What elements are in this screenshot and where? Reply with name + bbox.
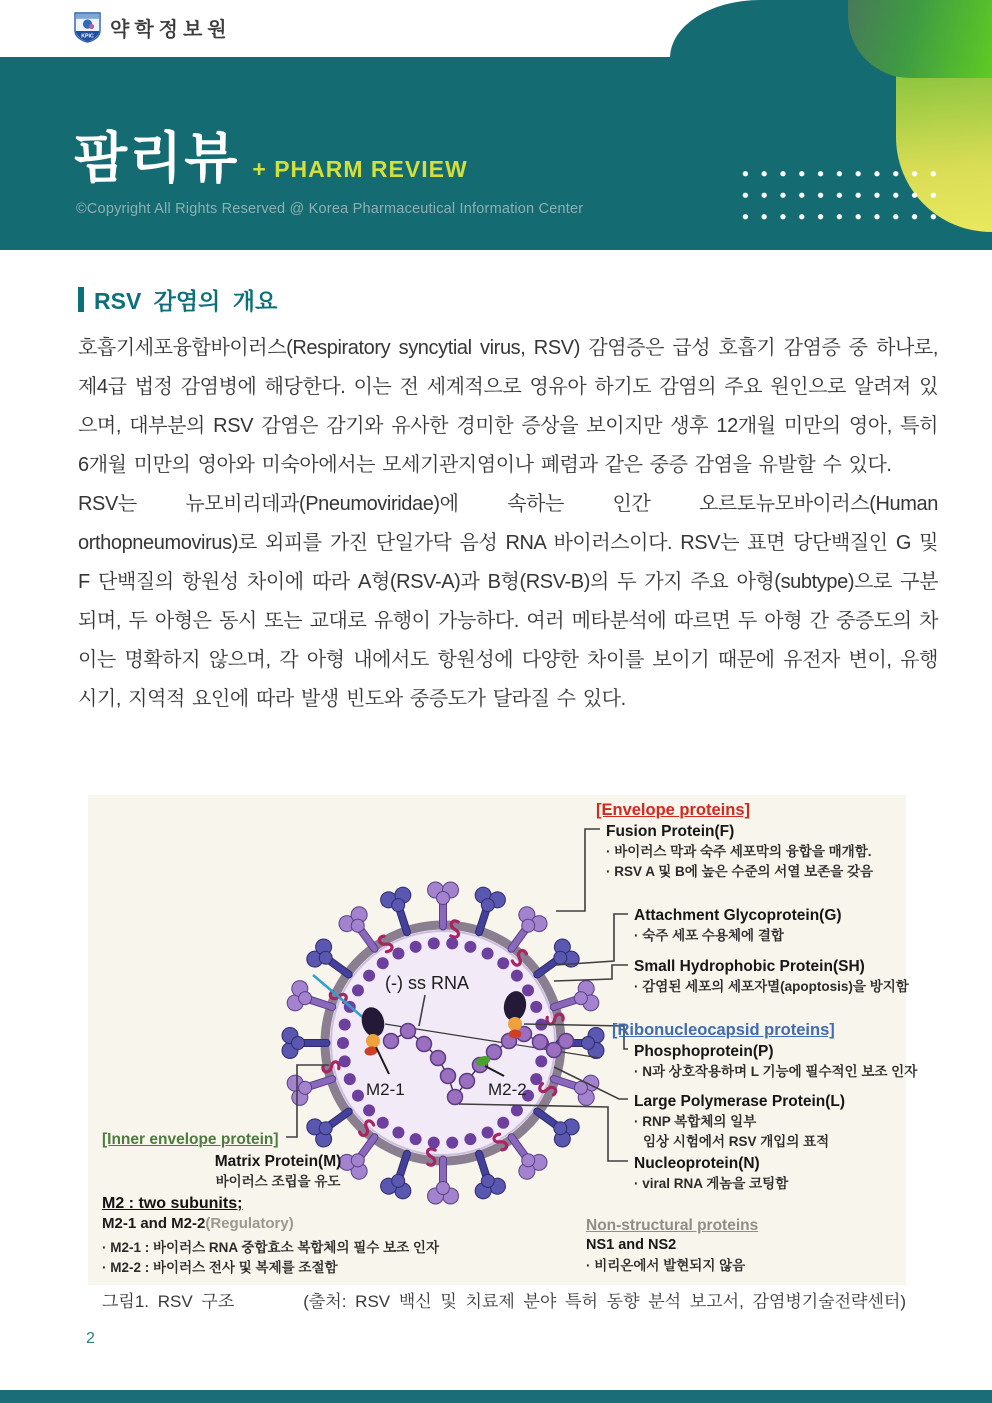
fusion-protein-title: Fusion Protein(F)	[606, 823, 735, 840]
m2-subtitle	[102, 1215, 439, 1232]
brand-title-english: + PHARM REVIEW	[252, 156, 468, 182]
section-heading	[78, 283, 938, 316]
m2-subunits-block	[102, 1195, 439, 1277]
nucleoprotein-line-1: · viral RNA 게놈을 코팅함	[634, 1176, 789, 1191]
figure-source: (출처: RSV 백신 및 치료제 분야 특허 동향 분석 보고서, 감염병기술전략센터)	[303, 1292, 906, 1311]
attachment-glycoprotein-block	[634, 905, 842, 946]
attachment-line-1: · 숙주 세포 수용체에 결합	[634, 928, 784, 943]
phosphoprotein-title: Phosphoprotein(P)	[634, 1043, 774, 1060]
phosphoprotein-line-1: · N과 상호작용하며 L 기능에 필수적인 보조 인자	[634, 1064, 918, 1079]
envelope-proteins-header: [Envelope proteins]	[596, 801, 751, 819]
m2-1-label: M2-1	[366, 1080, 405, 1099]
phosphoprotein-block	[634, 1041, 917, 1082]
large-polymerase-line-2: 임상 시험에서 RSV 개입의 표적	[643, 1133, 830, 1149]
kpic-logo	[74, 12, 232, 43]
figure-caption: 그림1. RSV 구조	[102, 1292, 235, 1311]
paragraph-2: RSV는 뉴모비리데과(Pneumoviridae)에 속하는 인간 오르토뉴모바이러스(Human orthopneumovirus)로 외피를 가진 단일가닥 음성 RNA 바이러스이다. RSV는 표면 당단백질인 G 및 F 단백질의 항원성 차이에 따라 A형(RSV-A)과 B형(RSV-B)의 두 가지 주요 아형(subtype)으로 구분되며, 두 아형은 동시 또는 교대로 유행이 가능하다. 여러 메타분석에 따르면 두 아형 간 중증도의 차이는 명확하지 않으며, 각 아형 내에서도 항원성에 다양한 차이를 보이기 때문에 유전자 변이, 유행 시기, 지역적 요인에 따라 발생 빈도와 중증도가 달라질 수 있다.	[78, 493, 938, 710]
footer-bar	[0, 1390, 992, 1403]
nucleoprotein-block	[634, 1153, 788, 1194]
attachment-title: Attachment Glycoprotein(G)	[634, 907, 842, 924]
fusion-protein-block	[606, 821, 873, 881]
large-polymerase-line-1: · RNP 복합체의 일부	[634, 1114, 757, 1129]
fusion-line-1: · 바이러스 막과 숙주 세포막의 융합을 매개함.	[606, 844, 872, 859]
ns-line-1: · 비리온에서 발현되지 않음	[586, 1258, 746, 1273]
matrix-protein-block	[188, 1151, 368, 1192]
kpic-badge-text: KPIC	[81, 33, 94, 40]
large-polymerase-title: Large Polymerase Protein(L)	[634, 1093, 846, 1110]
m2-subtitle-gray: (Regulatory)	[205, 1215, 294, 1232]
rsv-structure-figure	[88, 795, 918, 1285]
figure-caption-row	[88, 1287, 906, 1312]
main-content	[78, 283, 938, 719]
section-title: RSV 감염의 개요	[94, 288, 278, 314]
copyright-text: ©Copyright All Rights Reserved @ Korea Pharmaceutical Information Center	[76, 201, 584, 217]
logo-text: 약학정보원	[110, 19, 232, 41]
sh-line-1: · 감염된 세포의 세포자멸(apoptosis)을 방지함	[634, 979, 909, 994]
kpic-shield-icon	[74, 12, 101, 43]
phosphoprotein-dot-right	[508, 1017, 522, 1031]
rna-label: (-) ss RNA	[385, 973, 469, 993]
brand-title	[74, 127, 468, 189]
nucleoprotein-title: Nucleoprotein(N)	[634, 1155, 760, 1172]
m2-header: M2 : two subunits;	[102, 1195, 243, 1212]
m2-2-label: M2-2	[488, 1080, 527, 1099]
nonstructural-block	[586, 1217, 758, 1276]
matrix-protein-title: Matrix Protein(M)	[214, 1153, 342, 1170]
section-accent-bar	[78, 287, 84, 312]
m2-line-2: · M2-2 : 바이러스 전사 및 복제를 조절함	[102, 1259, 338, 1275]
m2-subtitle-bold: M2-1 and M2-2	[102, 1215, 206, 1232]
page-number: 2	[86, 1330, 95, 1347]
paragraph-1: 호흡기세포융합바이러스(Respiratory syncytial virus, RSV) 감염증은 급성 호흡기 감염증 중 하나로, 제4급 법정 감염병에 해당한다. 이는 전 세계적으로 영유아 하기도 감염의 주요 원인으로 알려져 있으며, 대부분의 RSV 감염은 감기와 유사한 경미한 증상을 보이지만 생후 12개월 미만의 영아, 특히 6개월 미만의 영아와 미숙아에서는 모세기관지염이나 폐렴과 같은 중증 감염을 유발할 수 있다.	[78, 337, 938, 476]
nonstructural-header: Non-structural proteins	[586, 1217, 759, 1234]
ns-title: NS1 and NS2	[586, 1237, 677, 1253]
brand-title-korean: 팜리뷰	[74, 127, 240, 189]
phosphoprotein-dot-left	[366, 1034, 380, 1048]
ribonucleocapsid-header: [Ribonucleocapsid proteins]	[612, 1021, 835, 1039]
m2-1-dot-right	[509, 1030, 522, 1039]
inner-envelope-header: [Inner envelope protein]	[102, 1131, 279, 1148]
matrix-protein-desc: 바이러스 조립을 유도	[215, 1174, 341, 1189]
large-polymerase-block	[634, 1091, 845, 1151]
small-hydrophobic-block	[634, 956, 909, 997]
fusion-line-2: · RSV A 및 B에 높은 수준의 서열 보존을 갖음	[606, 863, 874, 879]
sh-title: Small Hydrophobic Protein(SH)	[634, 958, 865, 975]
m2-line-1: · M2-1 : 바이러스 RNA 중합효소 복합체의 필수 보조 인자	[102, 1240, 439, 1255]
dot-grid-decoration	[736, 163, 940, 223]
